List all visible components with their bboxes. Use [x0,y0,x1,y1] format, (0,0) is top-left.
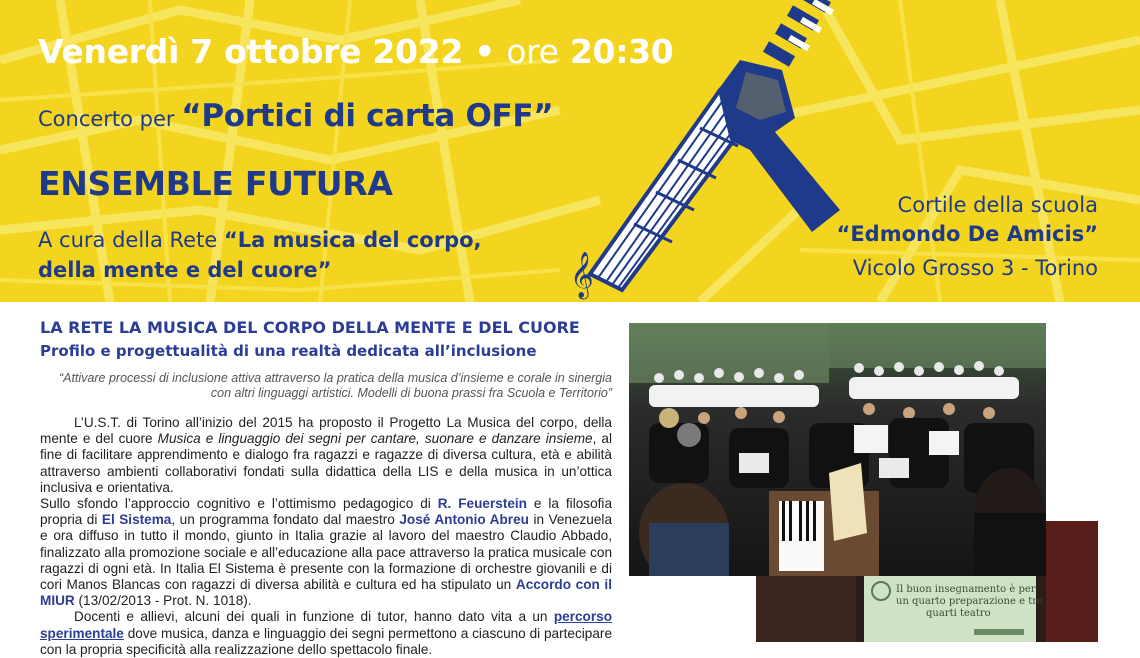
paragraph-2-b: e la filosofia propria di [40,496,612,528]
event-banner [0,0,1140,302]
miur-agreement: Accordo con il MIUR [40,577,612,609]
screen-quote-line-3: quarti teatro [926,608,991,619]
concert-name: “Portici di carta OFF” [181,98,554,134]
organizer-line-1 [38,228,482,252]
paragraph-3-a: Docenti e allievi, alcuni dei quali in funzione di tutor, hanno dato vita a un [74,609,548,625]
name-abreu: José Antonio Abreu [399,512,529,528]
paragraph-2-c: , un programma fondato dal maestro [171,512,395,528]
paragraph-1-rest: , al fine di facilitare apprendimento e dialogo fra ragazzi e ragazze di diversa cultura, età e abilità attraverso ambienti collaborativi fondati sulla didattica della LIS e della musica in un’ottica inclusiva e orientativa. [40,431,613,495]
paragraph-2 [40,496,612,609]
time-prefix: ore [506,32,559,71]
venue-address: Vicolo Grosso 3 - Torino [852,256,1098,280]
screen-quote-line-1: Il buon insegnamento è per [896,584,1036,595]
name-el-sistema: El Sistema [101,512,172,528]
project-subtitle: Musica e linguaggio dei segni per cantare, suonare e danzare insieme [157,431,593,447]
paragraph-2-e: (13/02/2013 - Prot. N. 1018). [78,593,252,609]
concert-intro: Concerto per [38,107,175,131]
article-title: LA RETE LA MUSICA DEL CORPO DELLA MENTE E DEL CUORE [40,318,580,337]
paragraph-3 [40,609,612,658]
experimental-path: percorso sperimentale [40,609,612,641]
svg-text:𝄞: 𝄞 [570,252,594,298]
article-quote: “Attivare processi di inclusione attiva attraverso la pratica della musica d’insieme e corale in sinergia con altri linguaggi artistici. Modelli di buona prassi fra Scuola e Territorio” [58,371,612,400]
paragraph-2-d: in Venezuela e ora diffuso in tutto il mondo, giunto in Italia grazie al lavoro del maestro Claudio Abbado, finalizzato alla promozione sociale e all’educazione alla pace attraverso la pratica musicale con ragazzi di ogni età. In Italia El Sistema è presente con la formazione di orchestre giovanili e di cori Manos Blancas con ragazzi di diversa abilità e cultura ed ha stipulato un [40,512,613,593]
screen-quote-line-2: un quarto preparazione e tre [896,596,1043,607]
paragraph-1 [40,415,612,496]
student-orchestra-photo [629,323,1046,576]
concert-title [38,98,553,134]
network-name-part1: “La musica del corpo, [223,228,482,252]
paragraph-1-text: L’U.S.T. di Torino all’inizio del 2015 ha proposto il Progetto La Musica del corpo, della mente e del cuore [40,415,612,447]
event-time: 20:30 [569,32,674,71]
article-subtitle: Profilo e progettualità di una realtà dedicata all’inclusione [40,342,537,360]
venue-line-1: Cortile della scuola [897,193,1098,217]
network-name-part2: della mente e del cuore” [38,258,332,282]
article [40,318,612,658]
organizer-intro: A cura della Rete [38,228,218,252]
guitar-zipper-icon [550,0,870,302]
event-date-text: Venerdì 7 ottobre 2022 • [38,32,496,71]
venue-name: “Edmondo De Amicis” [836,222,1098,246]
ensemble-name: ENSEMBLE FUTURA [38,164,393,203]
name-feuerstein: R. Feuerstein [437,496,527,512]
paragraph-2-a: Sullo sfondo l’approccio cognitivo e l’ottimismo pedagogico di [40,496,431,512]
paragraph-3-b: dove musica, danza e linguaggio dei segni permettono a ciascuno di partecipare con la propria specificità alla realizzazione dello spettacolo finale. [40,625,613,657]
